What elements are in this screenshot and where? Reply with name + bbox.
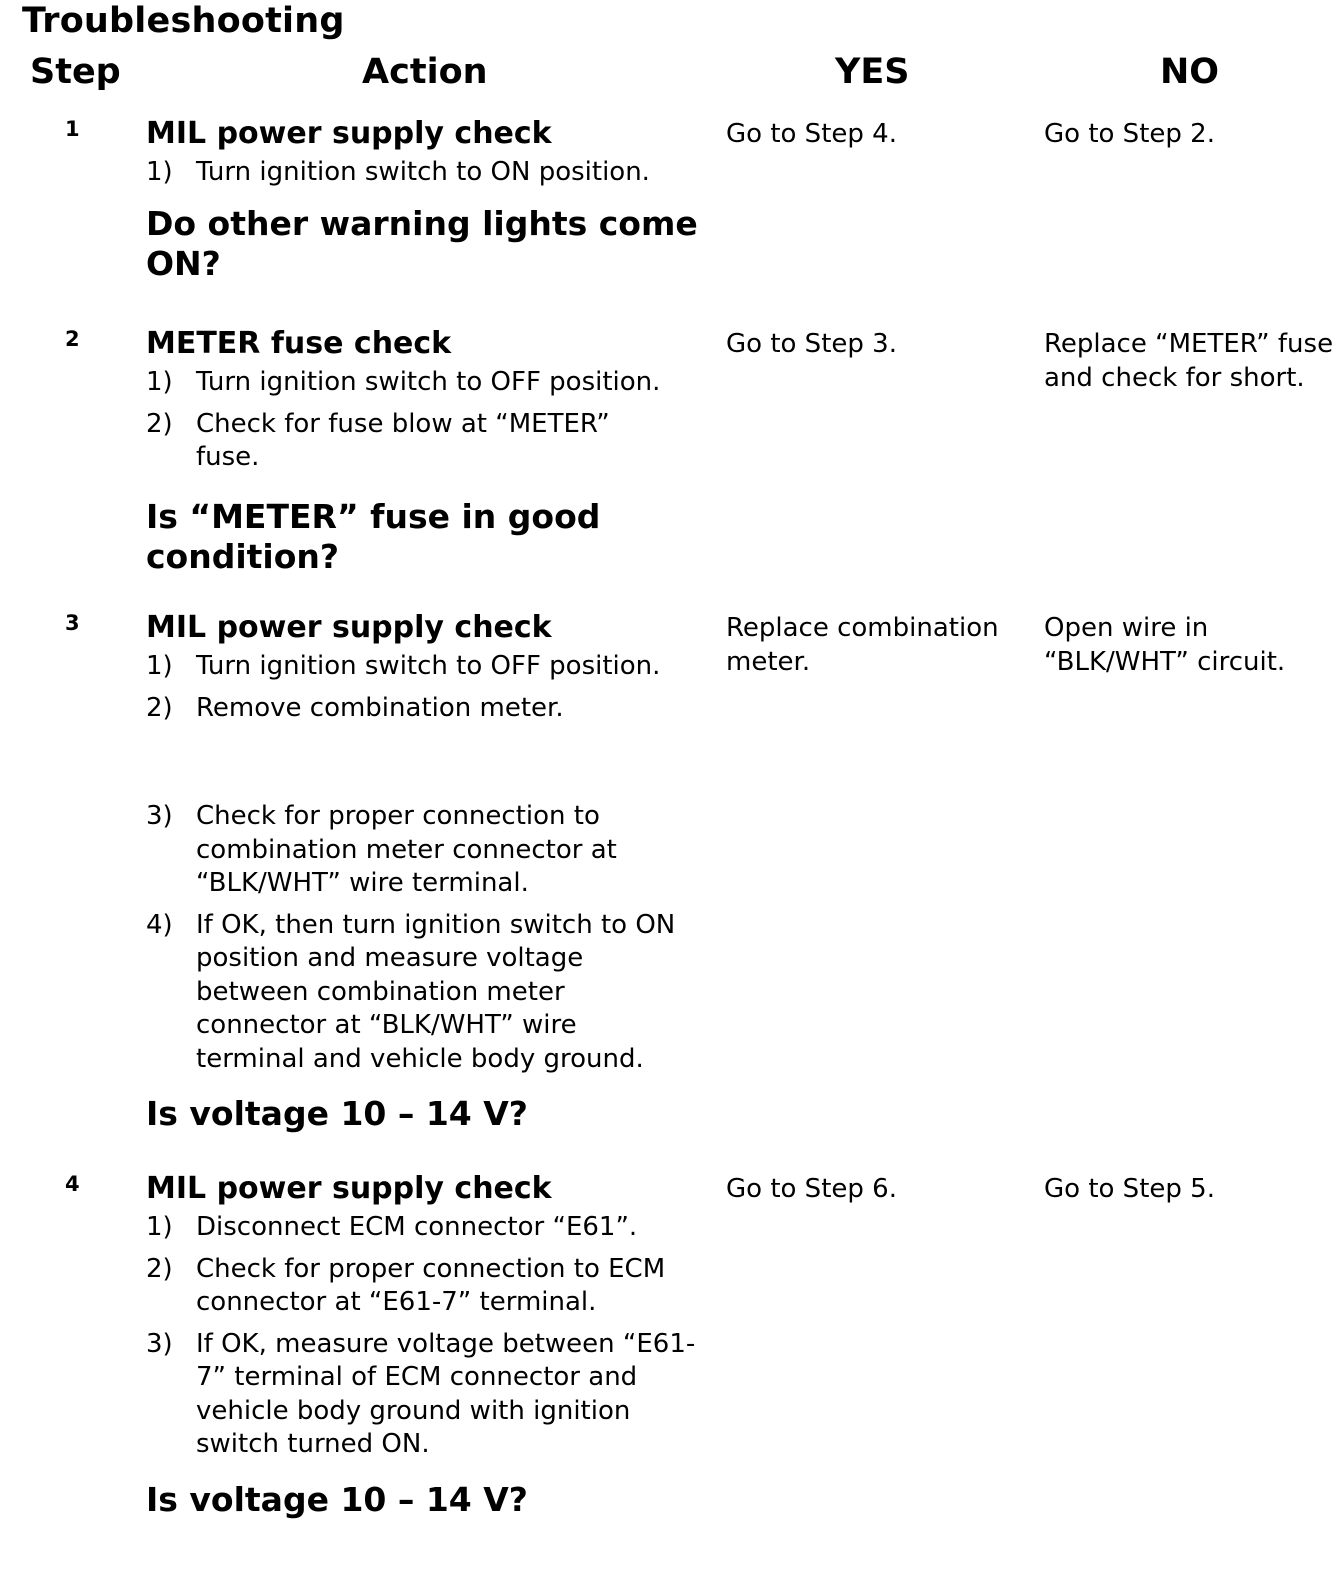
action-cell [146, 116, 716, 284]
substep-number: 1) [146, 651, 173, 681]
substep-item [146, 692, 716, 726]
substep-number: 3) [146, 1328, 173, 1359]
yes-result: Replace combination meter. [726, 613, 999, 677]
substep-text: Remove combination meter. [196, 692, 564, 723]
no-result: Go to Step 2. [1044, 119, 1215, 149]
substep-item [146, 1328, 716, 1462]
substep-number: 2) [146, 408, 173, 439]
column-header-no: NO [1160, 52, 1220, 92]
substep-item [146, 800, 646, 901]
action-cell [146, 610, 716, 1134]
column-header-yes: YES [835, 52, 910, 92]
substep-text: If OK, measure voltage between “E61-7” terminal of ECM connector and vehicle body ground with ignition switch turned ON. [196, 1328, 696, 1459]
substep-item [146, 366, 716, 400]
substep-text: Disconnect ECM connector “E61”. [196, 1212, 638, 1242]
substep-list [146, 156, 716, 190]
action-question: Is voltage 10 – 14 V? [146, 1094, 528, 1133]
substep-number: 1) [146, 1212, 173, 1242]
substep-text: If OK, then turn ignition switch to ON position and measure voltage between combination meter connector at “BLK/WHT” wire terminal and vehicle body ground. [196, 909, 676, 1074]
action-cell [146, 1171, 716, 1520]
action-cell [146, 326, 716, 577]
substep-number: 1) [146, 367, 173, 397]
substep-number: 3) [146, 801, 173, 831]
substep-text: Turn ignition switch to OFF position. [196, 367, 661, 397]
yes-result: Go to Step 3. [726, 329, 897, 359]
substep-number: 4) [146, 909, 173, 940]
no-result: Open wire in “BLK/WHT” circuit. [1044, 613, 1286, 677]
substep-text: Check for fuse blow at “METER” fuse. [196, 408, 610, 472]
action-title: MIL power supply check [146, 116, 552, 151]
substep-item [146, 1211, 716, 1245]
action-question: Do other warning lights come ON? [146, 203, 698, 283]
substep-number: 1) [146, 157, 173, 187]
action-title: MIL power supply check [146, 1171, 552, 1206]
yes-result: Go to Step 4. [726, 119, 897, 149]
column-header-action: Action [362, 52, 488, 92]
substep-item [146, 1253, 716, 1320]
substep-list [146, 366, 716, 475]
action-question: Is “METER” fuse in good condition? [146, 496, 601, 576]
substep-item [146, 650, 716, 684]
substep-text: Check for proper connection to ECM connector at “E61-7” terminal. [196, 1253, 666, 1317]
no-result: Replace “METER” fuse and check for short. [1044, 329, 1334, 393]
no-result: Go to Step 5. [1044, 1174, 1215, 1204]
page-title: Troubleshooting [22, 1, 345, 41]
step-number: 4 [65, 1172, 80, 1196]
substep-text: Check for proper connection to combination meter connector at “BLK/WHT” wire terminal. [196, 801, 617, 898]
substep-item [146, 408, 646, 475]
substep-list [146, 1211, 716, 1462]
step-number: 2 [65, 327, 80, 351]
step-number: 1 [65, 117, 80, 141]
column-header-step: Step [30, 52, 121, 92]
action-title: MIL power supply check [146, 610, 552, 645]
step-number: 3 [65, 611, 80, 635]
substep-list [146, 650, 716, 1076]
substep-text: Turn ignition switch to OFF position. [196, 651, 661, 681]
substep-number: 2) [146, 1253, 173, 1284]
substep-text: Turn ignition switch to ON position. [196, 157, 650, 187]
substep-item [146, 156, 716, 190]
substep-item [146, 909, 686, 1077]
substep-number: 2) [146, 692, 173, 723]
yes-result: Go to Step 6. [726, 1174, 897, 1204]
action-title: METER fuse check [146, 326, 452, 361]
action-question: Is voltage 10 – 14 V? [146, 1479, 528, 1519]
